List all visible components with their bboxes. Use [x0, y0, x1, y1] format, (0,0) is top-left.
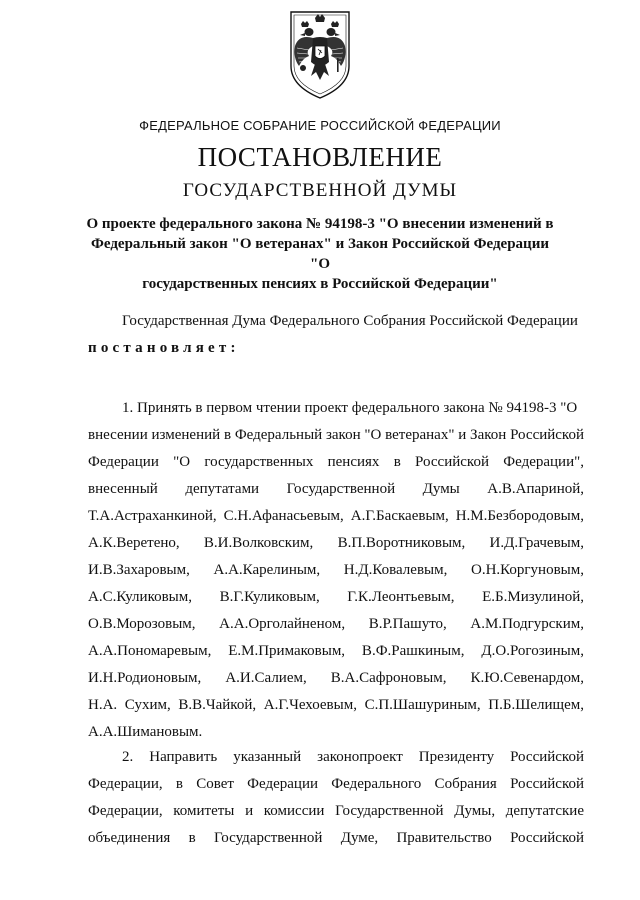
item-1-line: 1. Принять в первом чтении проект федерального закона № 94198-3 "О: [122, 400, 578, 416]
document-type: ПОСТАНОВЛЕНИЕ: [197, 142, 443, 172]
item-2-line: 2. Направить указанный законопроект Президенту Российской: [122, 749, 584, 765]
item-1-line: И.Н.Родионовым, А.И.Салием, В.А.Сафроновым, К.Ю.Севенардом,: [88, 670, 584, 686]
assembly-title: ФЕДЕРАЛЬНОЕ СОБРАНИЕ РОССИЙСКОЙ ФЕДЕРАЦИИ: [139, 118, 501, 133]
item-2-line: Федерации, комитеты и комиссии Государственной Думы, депутатские: [88, 803, 584, 819]
preamble-text: Государственная Дума Федерального Собрания Российской Федерации: [122, 313, 578, 329]
subject-line: государственных пенсиях в Российской Федерации": [142, 276, 498, 292]
issuing-body: ГОСУДАРСТВЕННОЙ ДУМЫ: [182, 180, 458, 201]
item-1-line: А.С.Куликовым, В.Г.Куликовым, Г.К.Леонтьевым, Е.Б.Мизулиной,: [88, 589, 584, 605]
item-1-line: Федерации "О государственных пенсиях в Российской Федерации",: [88, 454, 584, 470]
item-1-line: внесенный депутатами Государственной Думы А.В.Апариной,: [88, 481, 584, 497]
item-1-line: А.А.Шимановым.: [88, 724, 203, 740]
item-1-line: И.В.Захаровым, А.А.Карелиным, Н.Д.Ковалевым, О.Н.Коргуновым,: [88, 562, 584, 578]
item-2-line: объединения в Государственной Думе, Правительство Российской: [88, 830, 584, 846]
document-subject: [80, 214, 560, 294]
item-1-line: Т.А.Астраханкиной, С.Н.Афанасьевым, А.Г.Баскаевым, Н.М.Безбородовым,: [88, 508, 584, 524]
item-2-line: Федерации, в Совет Федерации Федерального Собрания Российской: [88, 776, 584, 792]
subject-line: О проекте федерального закона № 94198-3 "О внесении изменений в: [86, 216, 554, 232]
item-1-line: А.А.Пономаревым, Е.М.Примаковым, В.Ф.Рашкиным, Д.О.Рогозиным,: [88, 643, 584, 659]
resolves-word: постановляет:: [88, 340, 240, 356]
item-1-line: внесении изменений в Федеральный закон "О ветеранах" и Закон Российской: [88, 427, 584, 443]
item-1-line: О.В.Морозовым, А.А.Орголайненом, В.Р.Пашуто, А.М.Подгурским,: [88, 616, 584, 632]
item-1-line: А.К.Веретено, В.И.Волковским, В.П.Воротниковым, И.Д.Грачевым,: [88, 535, 584, 551]
subject-line: Федеральный закон "О ветеранах" и Закон Российской Федерации "О: [90, 236, 549, 272]
item-1-line: Н.А. Сухим, В.В.Чайкой, А.Г.Чехоевым, С.П.Шашуриным, П.Б.Шелищем,: [88, 697, 584, 713]
state-emblem-icon: [285, 6, 355, 102]
